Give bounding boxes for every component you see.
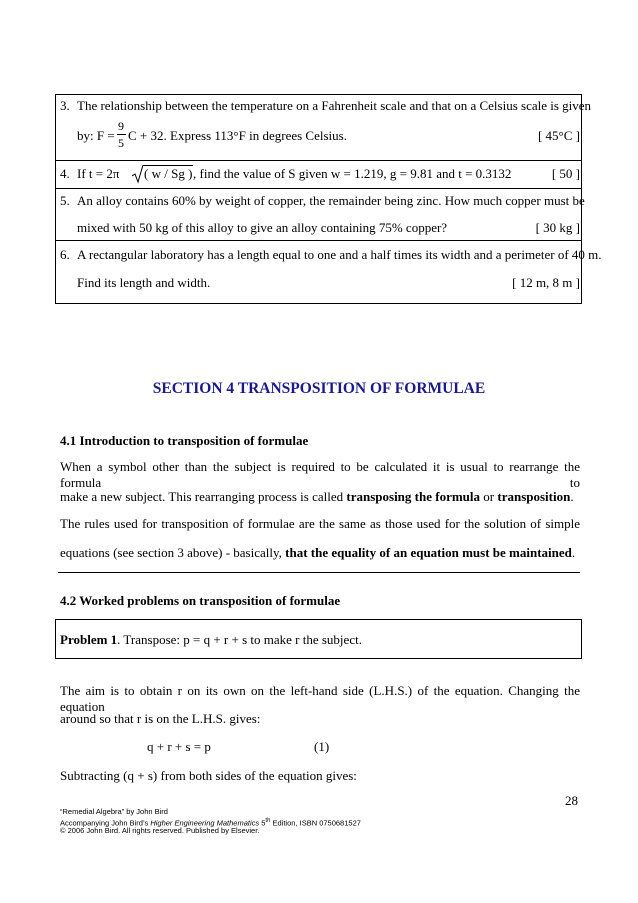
divider xyxy=(55,240,582,241)
divider xyxy=(55,160,582,161)
exercise-5-line1: An alloy contains 60% by weight of copper, the remainder being zinc. How much copper must be xyxy=(77,193,585,208)
exercise-5-number: 5. xyxy=(60,193,70,208)
section-divider xyxy=(58,572,580,573)
fraction-bar xyxy=(117,134,126,135)
footer-line: “Remedial Algebra” by John Bird xyxy=(60,807,168,816)
paragraph-line: The aim is to obtain r on its own on the left-hand side (L.H.S.) of the equation. Changing the equation xyxy=(60,683,580,714)
exercise-3-line1: The relationship between the temperature on a Fahrenheit scale and that on a Celsius scale is given xyxy=(77,98,592,113)
exercise-6-line1: A rectangular laboratory has a length equal to one and a half times its width and a perimeter of 40 m. xyxy=(77,247,602,262)
exercise-5-line2: mixed with 50 kg of this alloy to give an alloy containing 75% copper? xyxy=(77,220,448,235)
equation-number: (1) xyxy=(314,739,330,754)
page-number: 28 xyxy=(565,793,578,808)
equation: q + r + s = p xyxy=(147,739,211,754)
exercise-3-prefix: by: F = xyxy=(77,128,115,143)
paragraph-line: Subtracting (q + s) from both sides of the equation gives: xyxy=(60,768,357,783)
section-heading: SECTION 4 TRANSPOSITION OF FORMULAE xyxy=(152,380,486,397)
paragraph-line: The rules used for transposition of formulae are the same as those used for the solution of simple xyxy=(60,516,580,531)
exercise-3-answer: [ 45°C ] xyxy=(537,128,580,143)
exercise-4-number: 4. xyxy=(60,166,70,181)
paragraph-line: When a symbol other than the subject is required to be calculated it is usual to rearrange the formula to xyxy=(60,459,580,490)
fraction-denominator: 5 xyxy=(118,136,124,150)
paragraph-line: equations (see section 3 above) - basically, that the equality of an equation must be maintained. xyxy=(60,545,576,560)
exercise-4-text: , find the value of S given w = 1.219, g = 9.81 and t = 0.3132 xyxy=(193,166,512,181)
subsection-4-1-title: 4.1 Introduction to transposition of formulae xyxy=(60,433,309,448)
subsection-4-2-title: 4.2 Worked problems on transposition of formulae xyxy=(60,593,341,608)
divider xyxy=(55,188,582,189)
problem-1-statement: Problem 1. Transpose: p = q + r + s to make r the subject. xyxy=(60,632,362,647)
footer-line: © 2006 John Bird. All rights reserved. Published by Elsevier. xyxy=(60,826,260,835)
exercise-4-answer: [ 50 ] xyxy=(551,166,580,181)
fraction-numerator: 9 xyxy=(118,119,124,133)
exercise-6-number: 6. xyxy=(60,247,70,262)
exercise-6-answer: [ 12 m, 8 m ] xyxy=(512,275,580,290)
exercise-3-line2: C + 32. Express 113°F in degrees Celsius. xyxy=(128,128,347,143)
footer-line: Accompanying John Bird’s Higher Engineering Mathematics 5th Edition, ISBN 0750681527 xyxy=(60,818,361,828)
exercise-4-radicand: ( w / Sg ) xyxy=(144,166,193,181)
paragraph-line: make a new subject. This rearranging process is called transposing the formula or transposition. xyxy=(60,489,574,504)
exercise-5-answer: [ 30 kg ] xyxy=(535,220,580,235)
exercise-6-line2: Find its length and width. xyxy=(77,275,211,290)
exercise-3-number: 3. xyxy=(60,98,70,113)
exercise-4-prefix: If t = 2π xyxy=(77,166,120,181)
paragraph-line: around so that r is on the L.H.S. gives: xyxy=(60,711,261,726)
